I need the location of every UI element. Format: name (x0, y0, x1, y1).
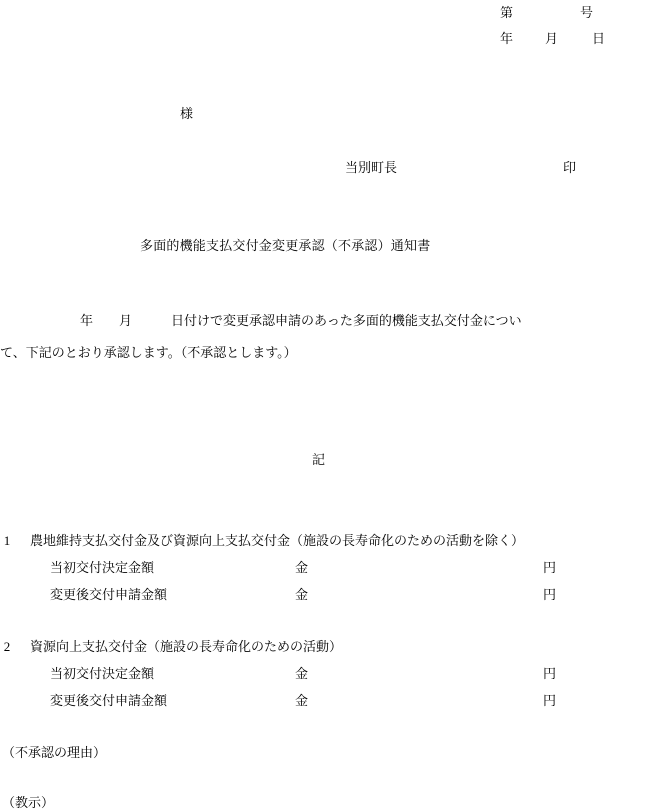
item-1-row-2-label: 変更後交付申請金額 (50, 587, 168, 602)
item-1-row-2-amount-marker: 金 (295, 587, 309, 602)
body-paragraph-line-1: 年 月 日付けで変更承認申請のあった多面的機能支払交付金につい (80, 313, 522, 328)
item-text-2: 資源向上支払交付金（施設の長寿命化のための活動） (30, 639, 343, 654)
reason-heading: （不承認の理由） (2, 745, 107, 760)
date-year-label: 年 (500, 31, 514, 46)
document-title: 多面的機能支払交付金変更承認（不承認）通知書 (140, 238, 431, 253)
ki-heading: 記 (312, 452, 326, 467)
item-2-row-2-amount-marker: 金 (295, 693, 309, 708)
addressee-suffix: 様 (180, 106, 194, 121)
instruction-heading: （教示） (2, 795, 55, 810)
seal-mark: 印 (563, 160, 577, 175)
issuer-name: 当別町長 (345, 160, 398, 175)
document-number-unit: 号 (580, 5, 594, 20)
item-number-2: 2 (3, 639, 11, 654)
body-paragraph-line-2: て、下記のとおり承認します。（不承認とします。） (0, 345, 297, 360)
item-2-row-1-label: 当初交付決定金額 (50, 666, 155, 681)
item-1-row-1-amount-marker: 金 (295, 560, 309, 575)
item-2-row-1-unit: 円 (543, 666, 557, 681)
item-2-row-2-unit: 円 (543, 693, 557, 708)
item-2-row-1-amount-marker: 金 (295, 666, 309, 681)
item-1-row-2-unit: 円 (543, 587, 557, 602)
item-1-row-1-unit: 円 (543, 560, 557, 575)
document-number-label: 第 (500, 5, 514, 20)
item-1-row-1-label: 当初交付決定金額 (50, 560, 155, 575)
item-number-1: 1 (3, 533, 11, 548)
date-day-label: 日 (592, 31, 606, 46)
item-text-1: 農地維持支払交付金及び資源向上支払交付金（施設の長寿命化のための活動を除く） (30, 533, 525, 548)
date-month-label: 月 (545, 31, 559, 46)
item-2-row-2-label: 変更後交付申請金額 (50, 693, 168, 708)
